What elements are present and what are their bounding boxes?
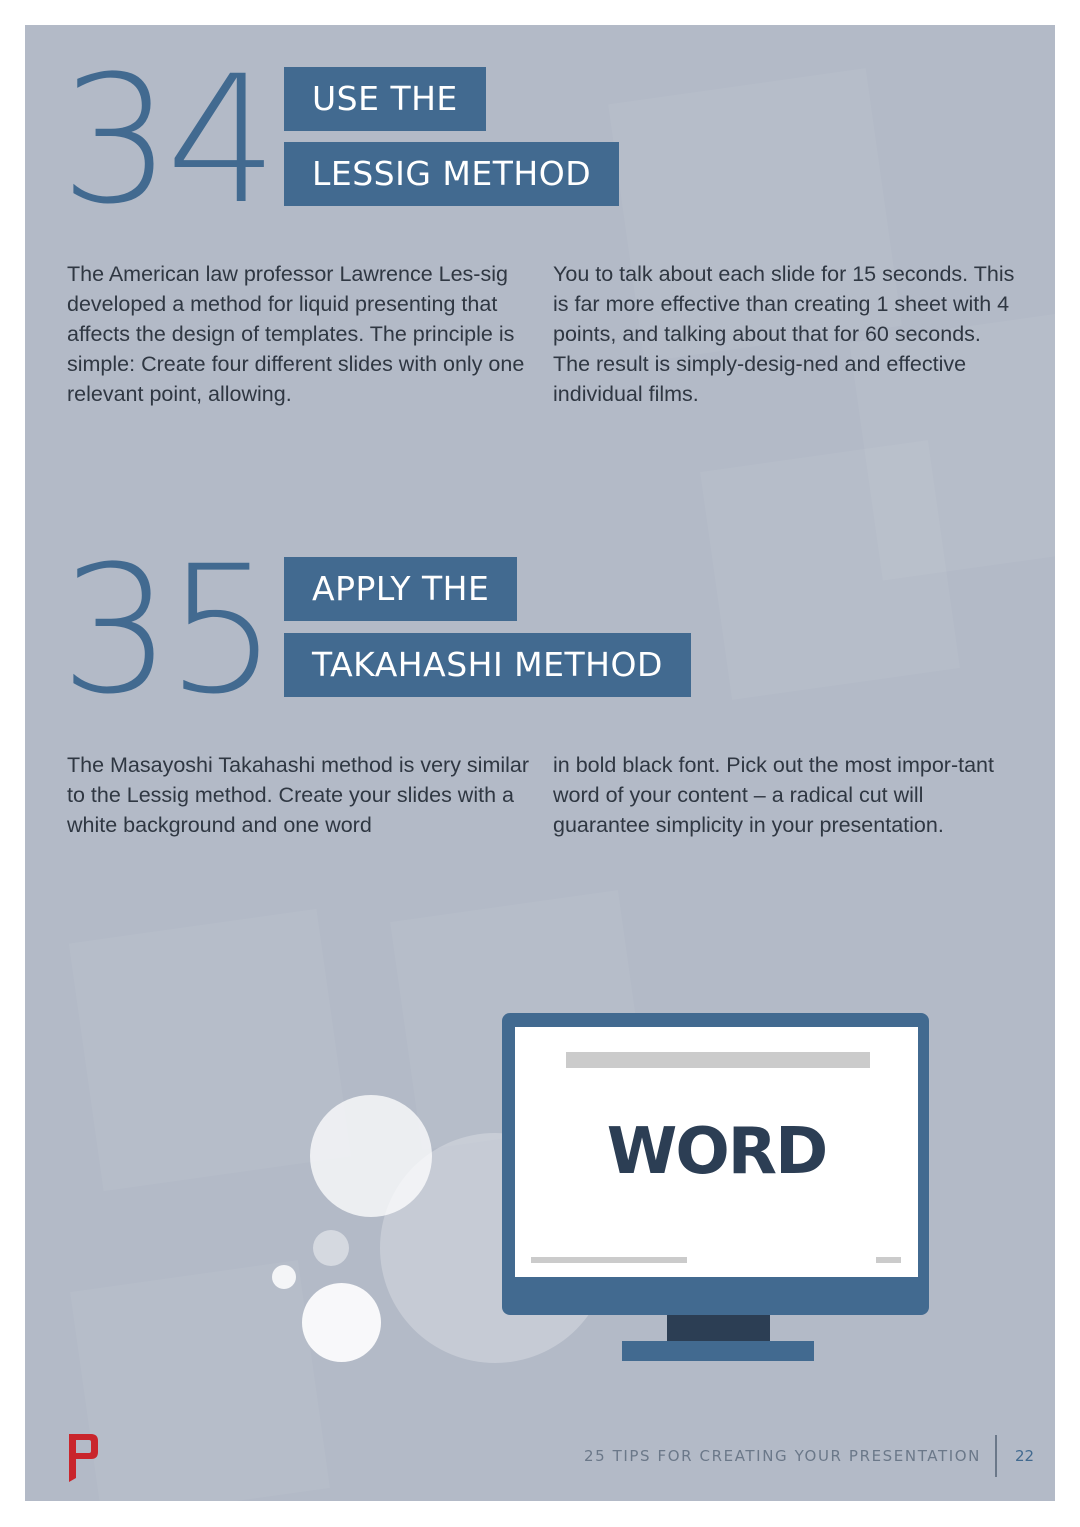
- screen-title-bar: [566, 1052, 870, 1068]
- footer-divider: [995, 1435, 997, 1477]
- section-title-line1: APPLY THE: [284, 557, 517, 621]
- background-tile: [69, 909, 351, 1191]
- presentation-logo-icon: [65, 1430, 101, 1482]
- bubble-small: [272, 1265, 296, 1289]
- monitor-neck: [667, 1315, 770, 1341]
- section-number: 35: [60, 528, 272, 733]
- bubble-medium: [313, 1230, 349, 1266]
- section-body-col2: in bold black font. Pick out the most impor-tant word of your content – a radical cut will guarantee simplicity in your presentation.: [553, 753, 994, 837]
- section-title-line2: TAKAHASHI METHOD: [284, 633, 691, 697]
- footer-title: 25 TIPS FOR CREATING YOUR PRESENTATION: [583, 1447, 981, 1465]
- section-title-line2: LESSIG METHOD: [284, 142, 619, 206]
- screen-footer-bar-right: [876, 1257, 901, 1263]
- section-number: 34: [60, 38, 272, 243]
- section-title-line1: USE THE: [284, 67, 486, 131]
- section-body-col1: The American law professor Lawrence Les-sig developed a method for liquid presenting that affects the design of templates. The principle is simple: Create four different slides with only one relevant point, allowing.: [67, 262, 525, 406]
- bubble-top: [310, 1095, 432, 1217]
- bubble-bottom: [302, 1283, 381, 1362]
- page-number: 22: [1015, 1447, 1035, 1465]
- background-tile: [70, 1260, 330, 1501]
- page: [25, 25, 1055, 1501]
- screen-word: WORD: [606, 1115, 827, 1189]
- screen-footer-bar-left: [531, 1257, 687, 1263]
- section-body-col1: The Masayoshi Takahashi method is very similar to the Lessig method. Create your slides with a white background and one word: [67, 753, 530, 837]
- background-tile: [700, 440, 960, 700]
- monitor-base: [622, 1341, 814, 1361]
- section-body-col2: You to talk about each slide for 15 seconds. This is far more effective than creating 1 sheet with 4 points, and talking about that for 60 seconds. The result is simply-desig-ned and effective individual films.: [553, 262, 1015, 406]
